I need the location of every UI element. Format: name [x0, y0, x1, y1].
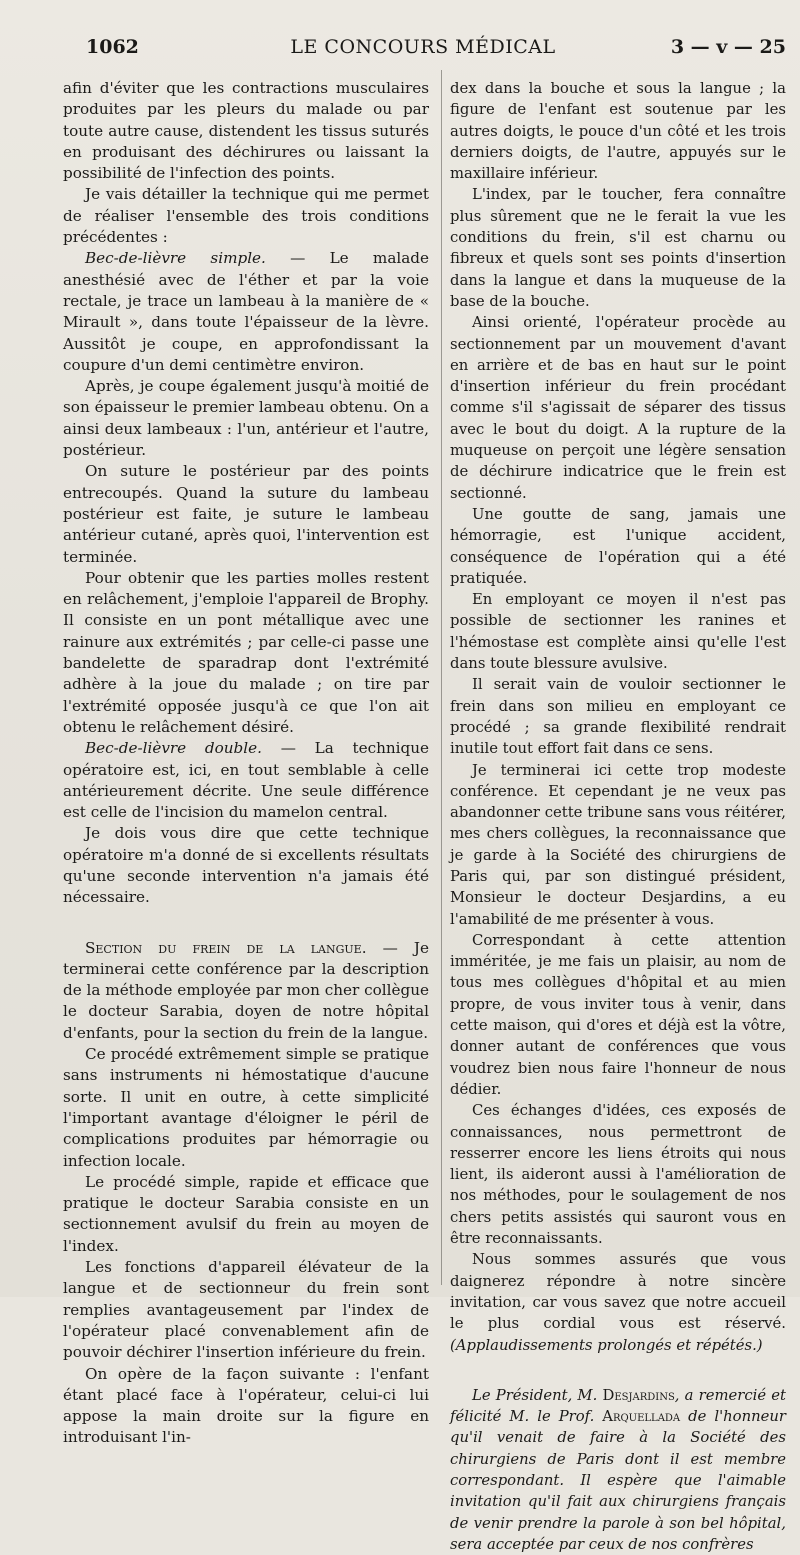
paragraph: Ce procédé extrêmement simple se pratique sans instruments ni hémostatique d'aucune sorte. Il unit en outre, à cette simplicité l'important avantage d'éloigner le péril de complications produites par hémorragie ou infection locale. [63, 1045, 429, 1170]
paragraph [63, 938, 429, 1044]
paragraph [450, 1249, 786, 1355]
paragraph: On suture le postérieur par des points entrecoupés. Quand la suture du lambeau postérieur est faite, je suture le lambeau antérieur cutané, après quoi, l'intervention est terminée. [63, 462, 429, 566]
paragraph: Ainsi orienté, l'opérateur procède au sectionnement par un mouvement d'avant en arrière et de bas en haut sur le point d'insertion inférieur du frein procédant comme s'il s'agissait de séparer des tissus avec le bout du doigt. A la rupture de la muqueuse on perçoit une légère sensation de déchirure indicatrice que le frein est sectionné. [450, 314, 786, 502]
remark-text: , a remercié et félicité M. le Prof. [450, 1386, 786, 1426]
paragraph: Après, je coupe également jusqu'à moitié de son épaisseur le premier lambeau obtenu. On a ainsi deux lambeaux : l'un, antérieur et l'autre, postérieur. [63, 377, 429, 460]
paragraph-text: — Le malade anesthésié avec de l'éther et par la voie rectale, je trace un lambeau à la manière de « Mirault », dans toute l'épaisseur de la lèvre. Aussitôt je coupe, en approfondissant la coupure d'un demi centimètre environ. [63, 249, 429, 374]
paragraph: Les fonctions d'appareil élévateur de la langue et de sectionneur du frein sont remplies avantageusement par l'index de l'opérateur placé convenablement afin de pouvoir déchirer l'insertion inférieure du frein. [63, 1258, 429, 1362]
paragraph [63, 248, 429, 376]
section-gap [63, 909, 429, 938]
journal-title: LE CONCOURS MÉDICAL [290, 36, 556, 58]
page-header [60, 30, 786, 60]
section-gap [450, 1356, 786, 1385]
issue-date: 3 — v — 25 [670, 36, 786, 58]
paragraph: afin d'éviter que les contractions musculaires produites par les pleurs du malade ou par toute autre cause, distendent les tissus suturés en produisant des déchirures ou laissant la possibilité de l'infection des points. [63, 79, 429, 183]
paragraph: Correspondant à cette attention imméritée, je me fais un plaisir, au nom de tous mes collègues d'hôpital et au mien propre, de vous inviter tous à venir, dans cette maison, qui d'ores et déjà est la vôtre, donner autant de conférences que vous voudrez bien nous faire l'honneur de nous dédier. [450, 931, 786, 1098]
person-name: Arquellada [602, 1408, 681, 1426]
remark-text: de l'honneur qu'il venait de faire à la Société des chirurgiens de Paris dont il est membre correspondant. Il espère que l'aimable invitation qu'il fait aux chirurgiens français de venir prendre la parole à son bel hôpital, sera acceptée par ceux de nos confrères [450, 1408, 786, 1553]
paragraph: dex dans la bouche et sous la langue ; la figure de l'enfant est soutenue par les autres doigts, le pouce d'un côté et les trois derniers doigts, de l'autre, appuyés sur le maxillaire inférieur. [450, 80, 786, 183]
paragraph: On opère de la façon suivante : l'enfant étant placé face à l'opérateur, celui-ci lui appose la main droite sur la figure en introduisant l'in- [63, 1364, 429, 1447]
page-number: 1062 [86, 36, 139, 58]
left-column [63, 78, 430, 1447]
section-heading: Section du frein de la langue. [85, 938, 367, 957]
column-divider [441, 70, 442, 1285]
paragraph-text: — Je terminerai cette conférence par la description de la méthode employée par mon cher collègue le docteur Sarabia, doyen de notre hôpital d'enfants, pour la section du frein de la langue. [63, 938, 429, 1042]
paragraph: Je terminerai ici cette trop modeste conférence. Et cependant je ne veux pas abandonner cette tribune sans vous réitérer, mes chers collègues, la reconnaissance que je garde à la Société des chirurgiens de Paris qui, par son distingué président, Monsieur le docteur Desjardins, a eu l'amabilité de me présenter à vous. [450, 761, 786, 928]
paragraph: Je dois vous dire que cette technique opératoire m'a donné de si excellents résultats qu'une seconde intervention n'a jamais été nécessaire. [63, 824, 429, 907]
president-remarks [450, 1385, 786, 1555]
person-name: Desjardins [602, 1386, 675, 1404]
paragraph: Le procédé simple, rapide et efficace que pratique le docteur Sarabia consiste en un sectionnement avulsif du frein au moyen de l'index. [63, 1172, 429, 1255]
remark-text: Le Président, M. [472, 1386, 603, 1404]
paragraph [63, 738, 429, 823]
paragraph: L'index, par le toucher, fera connaître plus sûrement que ne le ferait la vue les conditions du frein, s'il est charnu ou fibreux et quels sont ses points d'insertion dans la langue et dans la muqueuse de la base de la bouche. [450, 186, 786, 310]
paragraph-text: — La technique opératoire est, ici, en tout semblable à celle antérieurement décrite. Une seule différence est celle de l'incision du mamelon central. [63, 739, 430, 822]
subheading: Bec-de-lièvre double. [85, 739, 262, 758]
applause-note: (Applaudissements prolongés et répétés.) [450, 1336, 763, 1354]
paragraph: Ces échanges d'idées, ces exposés de connaissances, nous permettront de resserrer encore les liens étroits qui nous lient, ils aideront aussi à l'amélioration de nos méthodes, pour le soulagement de nos chers petits assistés qui sauront vous en être reconnaissants. [450, 1102, 786, 1248]
paragraph: Je vais détailler la technique qui me permet de réaliser l'ensemble des trois conditions précédentes : [63, 185, 429, 247]
paragraph: Pour obtenir que les parties molles restent en relâchement, j'emploie l'appareil de Brophy. Il consiste en un pont métallique avec une rainure aux extrémités ; par celle-ci passe une bandelette de sparadrap dont l'extrémité adhère à la joue du malade ; on tire par l'extrémité opposée jusqu'à ce que l'on ait obtenu le relâchement désiré. [63, 568, 429, 736]
paragraph: Il serait vain de vouloir sectionner le frein dans son milieu en employant ce procédé ; sa grande flexibilité rendrait inutile tout effort fait dans ce sens. [450, 676, 786, 758]
subheading: Bec-de-lièvre simple. [85, 249, 266, 268]
paragraph: En employant ce moyen il n'est pas possible de sectionner les ranines et l'hémostase est complète ainsi qu'elle l'est dans toute blessure avulsive. [450, 591, 786, 673]
paragraph: Une goutte de sang, jamais une hémorragie, est l'unique accident, conséquence de l'opération qui a été pratiquée. [450, 505, 786, 587]
paragraph-text: Nous sommes assurés que vous daignerez répondre à notre sincère invitation, car vous savez que notre accueil le plus cordial vous est réservé. [450, 1251, 786, 1333]
right-column [450, 78, 786, 1553]
